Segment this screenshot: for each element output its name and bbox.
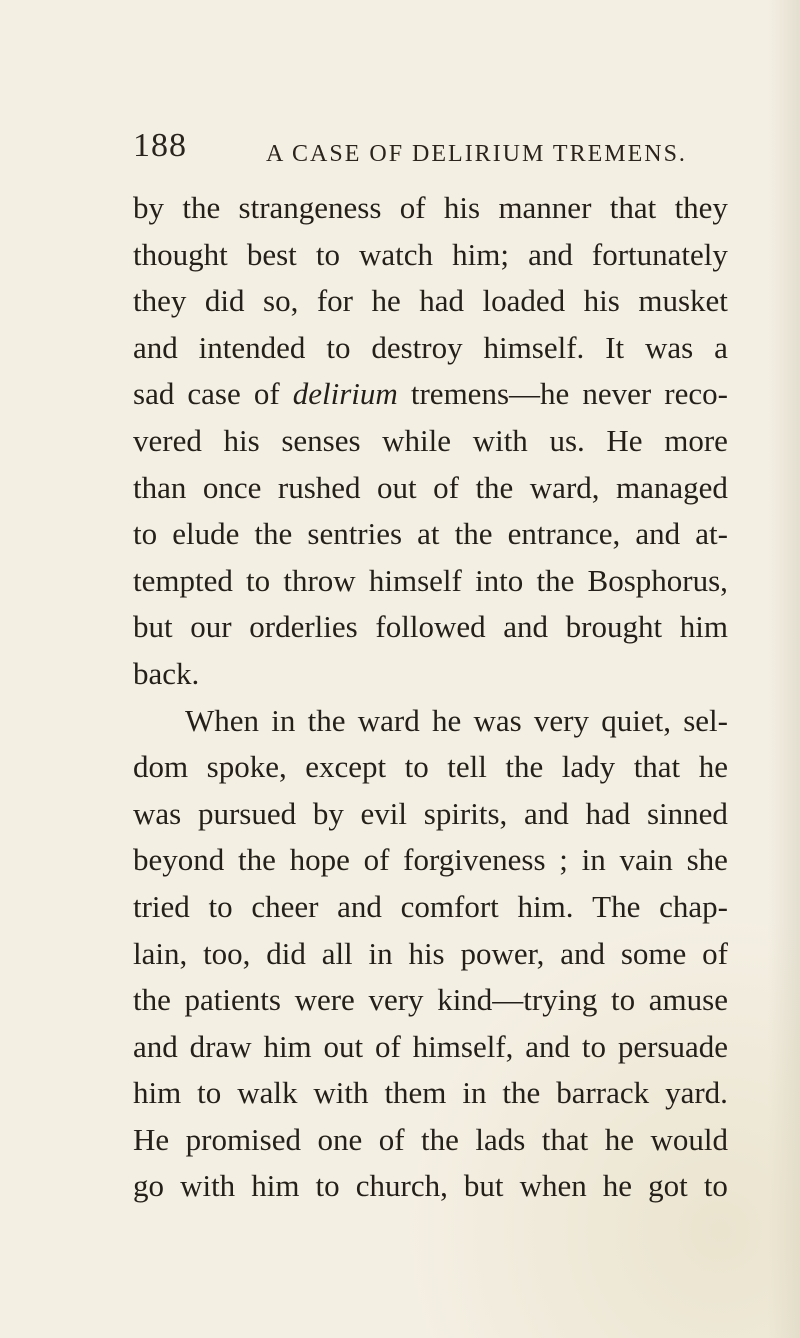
text-word: orderlies — [249, 609, 358, 645]
text-word: It — [605, 329, 625, 365]
text-word: he — [602, 1168, 633, 1204]
text-line — [133, 977, 728, 1024]
text-word: best — [246, 236, 297, 272]
text-word: was — [645, 329, 694, 365]
page-number: 188 — [133, 127, 187, 164]
text-word: did — [266, 935, 306, 971]
text-word: to — [246, 562, 271, 598]
text-word: so, — [263, 283, 299, 319]
text-word: brought — [565, 609, 663, 645]
text-word: manner — [498, 190, 592, 225]
text-word: chap- — [659, 888, 728, 924]
text-word: sad — [133, 376, 175, 412]
text-word: entrance, — [507, 516, 621, 552]
text-word: were — [294, 982, 355, 1018]
text-word: himself. — [483, 329, 585, 365]
text-word: spirits, — [423, 795, 508, 831]
text-line — [133, 744, 728, 791]
text-word: forgiveness — [403, 842, 546, 878]
text-word: to — [581, 1028, 606, 1064]
text-line — [133, 418, 728, 465]
text-line — [133, 884, 728, 931]
text-word: but — [133, 609, 173, 645]
text-word: that — [633, 749, 681, 785]
text-line — [133, 698, 728, 745]
text-word: they — [133, 283, 187, 319]
text-line — [133, 1070, 728, 1117]
text-word: ; — [559, 842, 568, 878]
text-word: and — [133, 329, 178, 365]
text-word: all — [321, 935, 353, 971]
text-line — [133, 651, 728, 698]
text-word: He — [606, 422, 643, 458]
text-word: too, — [203, 935, 251, 971]
text-line — [133, 558, 728, 605]
text-word: the — [454, 516, 493, 552]
text-word: out — [323, 1028, 364, 1064]
text-word: some — [620, 935, 687, 971]
text-line — [133, 791, 728, 838]
text-word: amuse — [648, 982, 728, 1018]
text-word: go — [133, 1168, 164, 1204]
text-word: the — [254, 516, 293, 552]
text-word: tremens—he — [410, 376, 570, 412]
text-word: fortunately — [591, 236, 728, 272]
text-word: rushed — [277, 469, 361, 505]
text-word: him — [251, 1168, 300, 1204]
text-word: dom — [133, 749, 189, 785]
text-word: walk — [237, 1075, 298, 1111]
text-word: him — [679, 609, 728, 645]
text-line — [133, 1117, 728, 1164]
text-word: to — [611, 982, 636, 1018]
text-word: He — [133, 1121, 170, 1157]
text-line — [133, 1163, 728, 1210]
text-line — [133, 931, 728, 978]
text-word: comfort — [400, 888, 499, 924]
text-word: barrack — [556, 1075, 650, 1111]
text-word: to — [315, 1168, 340, 1204]
text-word: they — [674, 190, 728, 225]
text-word: in — [462, 1075, 487, 1111]
text-word: quiet, — [601, 702, 671, 738]
text-line — [133, 511, 728, 558]
text-word: by — [133, 190, 164, 225]
text-word: him — [133, 1075, 182, 1111]
text-word: of — [702, 935, 728, 971]
text-word: at- — [695, 516, 728, 552]
text-line — [133, 371, 728, 418]
text-word: very — [533, 702, 589, 738]
text-word: strangeness — [238, 190, 382, 225]
text-word: the — [505, 749, 544, 785]
text-word: of — [363, 842, 390, 878]
text-word: pursued — [197, 795, 297, 831]
text-word: to — [197, 1075, 222, 1111]
text-word: sel- — [683, 702, 728, 738]
text-word: our — [190, 609, 232, 645]
text-word: him. — [517, 888, 574, 924]
text-word: at — [417, 516, 440, 552]
text-word: the — [238, 842, 276, 878]
text-word: he — [604, 1121, 634, 1157]
text-word: with — [472, 422, 528, 458]
running-title: A CASE OF DELIRIUM TREMENS. — [266, 141, 687, 167]
text-word: to — [404, 749, 429, 785]
text-word: loaded — [482, 283, 566, 319]
text-line — [133, 837, 728, 884]
text-word: into — [475, 562, 524, 598]
text-word: senses — [281, 422, 361, 458]
text-word: beyond — [133, 842, 225, 878]
text-word: sentries — [307, 516, 403, 552]
text-word: out — [377, 469, 417, 505]
text-word: lads — [475, 1121, 526, 1157]
text-word: to — [703, 1168, 728, 1204]
text-word: intended — [198, 329, 306, 365]
text-word: the — [502, 1075, 541, 1111]
text-word: with — [313, 1075, 369, 1111]
text-word: his — [223, 422, 260, 458]
text-word: would — [650, 1121, 728, 1157]
text-word: watch — [359, 236, 434, 272]
text-word: hope — [289, 842, 350, 878]
text-line — [133, 232, 728, 279]
text-word: throw — [283, 562, 356, 598]
text-word: the — [133, 982, 171, 1018]
text-word: vered — [133, 422, 202, 458]
text-word: his — [443, 190, 481, 225]
text-word: and — [133, 1028, 178, 1064]
text-word: he — [371, 283, 401, 319]
text-word: the — [421, 1121, 459, 1157]
text-word: got — [648, 1168, 688, 1204]
text-word: persuade — [617, 1028, 728, 1064]
running-head — [133, 127, 753, 169]
text-word: cheer — [251, 888, 319, 924]
text-word: managed — [616, 469, 728, 505]
text-word: musket — [638, 283, 728, 319]
text-word: thought — [133, 236, 228, 272]
text-word: of — [378, 1121, 405, 1157]
text-word: tempted — [133, 562, 233, 598]
text-word: power, — [460, 935, 545, 971]
text-word: had — [419, 283, 465, 319]
text-word: she — [686, 842, 728, 878]
text-word: church, — [355, 1168, 448, 1204]
text-word: back. — [133, 655, 200, 691]
text-word: with — [180, 1168, 236, 1204]
text-word: and — [528, 236, 573, 272]
text-word: he — [698, 749, 728, 785]
text-word: reco- — [664, 376, 728, 412]
text-word: lain, — [133, 935, 188, 971]
text-word: he — [431, 702, 462, 738]
text-word: the — [536, 562, 575, 598]
text-word: and — [524, 795, 569, 831]
text-word: very — [368, 982, 424, 1018]
text-word: never — [582, 376, 652, 412]
text-word: lady — [561, 749, 616, 785]
text-word: draw — [189, 1028, 252, 1064]
text-word: in — [368, 935, 393, 971]
text-word: himself, — [412, 1028, 514, 1064]
text-word: except — [305, 749, 387, 785]
text-word: patients — [184, 982, 281, 1018]
text-line — [133, 465, 728, 512]
text-word: of — [399, 190, 426, 225]
text-word: the — [182, 190, 221, 225]
text-word: and — [337, 888, 382, 924]
text-word: was — [133, 795, 182, 831]
text-word: and — [525, 1028, 571, 1064]
text-word: to — [326, 329, 351, 365]
text-word: of — [253, 376, 280, 412]
text-line — [133, 604, 728, 651]
text-word: than — [133, 469, 187, 505]
text-word: while — [382, 422, 452, 458]
text-word: delirium — [292, 376, 398, 412]
text-word: promised — [185, 1121, 301, 1157]
text-word: when — [519, 1168, 587, 1204]
text-word: him; — [452, 236, 509, 272]
text-word: us. — [549, 422, 585, 458]
text-word: vain — [619, 842, 673, 878]
text-word: Bosphorus, — [587, 562, 728, 598]
text-word: to — [133, 516, 158, 552]
text-word: was — [473, 702, 522, 738]
text-word: followed — [375, 609, 486, 645]
text-word: kind—trying — [437, 982, 598, 1018]
text-word: the — [475, 469, 514, 505]
body-text — [133, 185, 728, 1210]
text-word: his — [408, 935, 445, 971]
text-word: to — [315, 236, 340, 272]
text-word: that — [609, 190, 657, 225]
text-word: and — [503, 609, 549, 645]
text-word: by — [312, 795, 344, 831]
text-word: yard. — [665, 1075, 728, 1111]
text-word: but — [463, 1168, 504, 1204]
text-word: for — [316, 283, 353, 319]
text-word: ward, — [529, 469, 600, 505]
text-word: in — [581, 842, 606, 878]
text-line — [133, 1024, 728, 1071]
text-word: a — [714, 329, 728, 365]
text-word: the — [307, 702, 346, 738]
text-word: to — [208, 888, 233, 924]
text-word: sinned — [646, 795, 728, 831]
text-word: in — [271, 702, 296, 738]
text-line — [133, 278, 728, 325]
text-word: tried — [133, 888, 190, 924]
text-word: his — [583, 283, 620, 319]
text-word: of — [433, 469, 459, 505]
text-line — [133, 185, 728, 232]
text-word: evil — [360, 795, 408, 831]
text-word: elude — [172, 516, 240, 552]
text-word: case — [187, 376, 241, 412]
text-word: spoke, — [206, 749, 287, 785]
text-word: himself — [368, 562, 462, 598]
text-word: more — [664, 422, 728, 458]
text-word: ward — [357, 702, 420, 738]
text-word: once — [202, 469, 262, 505]
text-word: did — [204, 283, 245, 319]
text-word: and — [635, 516, 681, 552]
text-line — [133, 325, 728, 372]
text-word: them — [384, 1075, 447, 1111]
text-word: of — [374, 1028, 401, 1064]
text-word: and — [560, 935, 605, 971]
text-word: tell — [447, 749, 487, 785]
text-word: one — [317, 1121, 363, 1157]
text-word: that — [541, 1121, 589, 1157]
text-word: had — [585, 795, 631, 831]
text-word: The — [592, 888, 641, 924]
text-word: When — [185, 702, 260, 738]
text-word: him — [263, 1028, 312, 1064]
text-word: destroy — [371, 329, 463, 365]
